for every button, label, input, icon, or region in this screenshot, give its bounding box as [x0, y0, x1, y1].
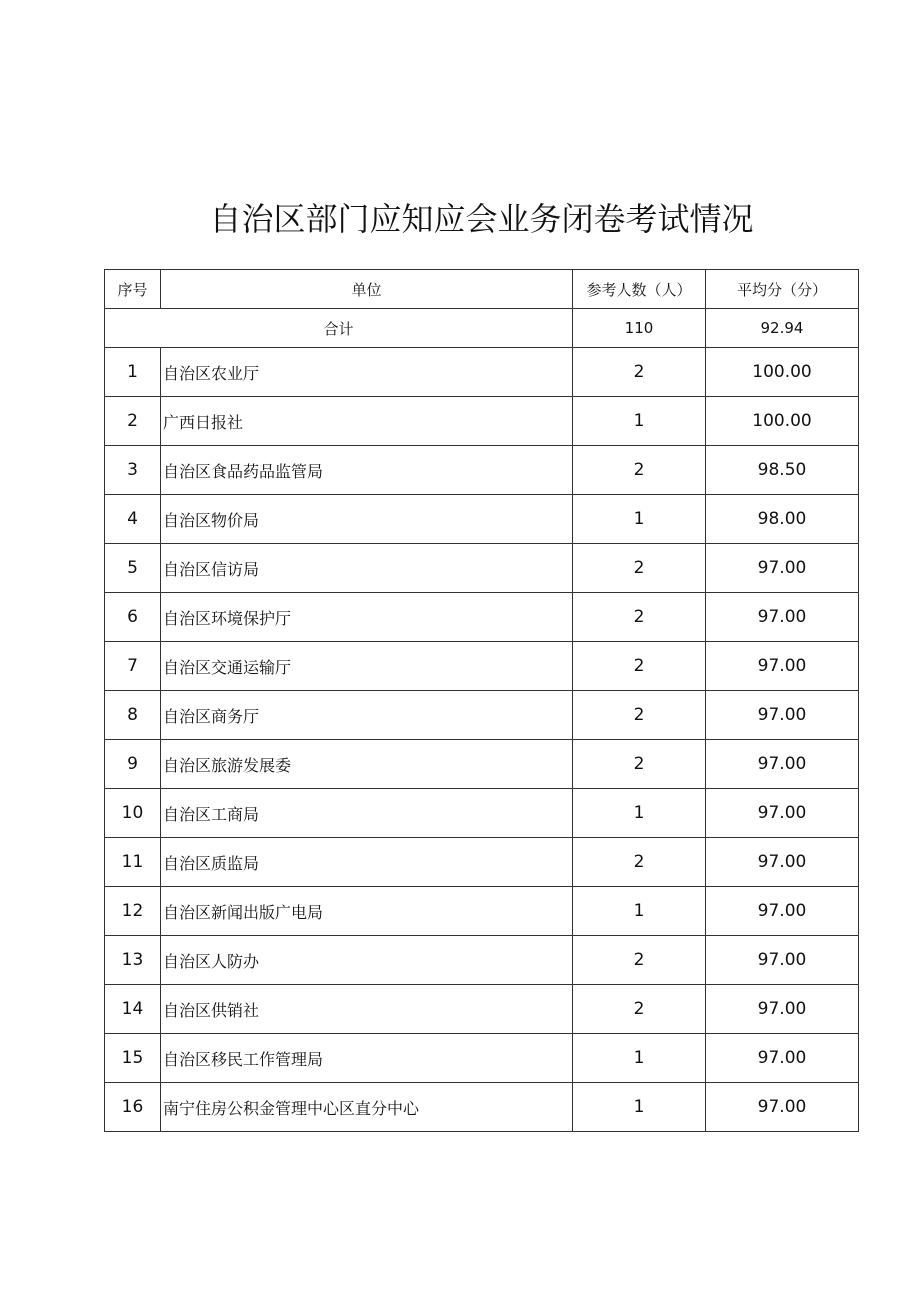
row-count: 1 [573, 887, 706, 936]
row-count: 2 [573, 838, 706, 887]
row-count: 2 [573, 936, 706, 985]
row-number: 4 [105, 495, 161, 544]
row-avg: 97.00 [706, 936, 859, 985]
row-unit: 自治区农业厅 [161, 348, 573, 397]
table-row [105, 936, 859, 985]
row-number: 8 [105, 691, 161, 740]
table-row [105, 446, 859, 495]
row-count: 1 [573, 789, 706, 838]
row-avg: 97.00 [706, 593, 859, 642]
row-avg: 97.00 [706, 1034, 859, 1083]
row-number: 3 [105, 446, 161, 495]
row-unit: 自治区食品药品监管局 [161, 446, 573, 495]
table-row [105, 495, 859, 544]
row-unit: 广西日报社 [161, 397, 573, 446]
row-count: 2 [573, 740, 706, 789]
table-row [105, 544, 859, 593]
table-row [105, 348, 859, 397]
total-label: 合计 [105, 309, 573, 348]
row-count: 1 [573, 495, 706, 544]
header-no: 序号 [105, 270, 161, 309]
table-row [105, 642, 859, 691]
row-number: 15 [105, 1034, 161, 1083]
row-count: 2 [573, 642, 706, 691]
row-avg: 97.00 [706, 887, 859, 936]
row-count: 1 [573, 1034, 706, 1083]
table-row [105, 593, 859, 642]
row-count: 2 [573, 593, 706, 642]
row-unit: 自治区供销社 [161, 985, 573, 1034]
row-avg: 97.00 [706, 740, 859, 789]
row-count: 2 [573, 446, 706, 495]
score-table [104, 269, 859, 1132]
row-unit: 自治区交通运输厅 [161, 642, 573, 691]
table-row [105, 691, 859, 740]
table-row [105, 740, 859, 789]
total-avg: 92.94 [706, 309, 859, 348]
header-avg: 平均分（分） [706, 270, 859, 309]
row-number: 9 [105, 740, 161, 789]
row-count: 1 [573, 397, 706, 446]
row-unit: 自治区新闻出版广电局 [161, 887, 573, 936]
row-unit: 自治区环境保护厅 [161, 593, 573, 642]
row-avg: 97.00 [706, 838, 859, 887]
row-count: 2 [573, 691, 706, 740]
row-number: 16 [105, 1083, 161, 1132]
row-unit: 自治区人防办 [161, 936, 573, 985]
row-number: 1 [105, 348, 161, 397]
row-avg: 100.00 [706, 397, 859, 446]
row-count: 2 [573, 348, 706, 397]
table-row [105, 397, 859, 446]
table-row [105, 887, 859, 936]
row-unit: 自治区移民工作管理局 [161, 1034, 573, 1083]
row-unit: 自治区信访局 [161, 544, 573, 593]
row-number: 5 [105, 544, 161, 593]
table-header-row [105, 270, 859, 309]
row-number: 10 [105, 789, 161, 838]
row-number: 13 [105, 936, 161, 985]
row-number: 11 [105, 838, 161, 887]
table-row [105, 985, 859, 1034]
row-avg: 97.00 [706, 691, 859, 740]
table-row [105, 1034, 859, 1083]
row-number: 14 [105, 985, 161, 1034]
page-title: 自治区部门应知应会业务闭卷考试情况 [209, 200, 754, 239]
row-number: 2 [105, 397, 161, 446]
header-count: 参考人数（人） [573, 270, 706, 309]
row-avg: 98.50 [706, 446, 859, 495]
row-avg: 97.00 [706, 985, 859, 1034]
row-avg: 98.00 [706, 495, 859, 544]
row-unit: 自治区物价局 [161, 495, 573, 544]
header-unit: 单位 [161, 270, 573, 309]
row-avg: 97.00 [706, 789, 859, 838]
row-unit: 南宁住房公积金管理中心区直分中心 [161, 1083, 573, 1132]
row-avg: 97.00 [706, 1083, 859, 1132]
row-count: 1 [573, 1083, 706, 1132]
table-row [105, 1083, 859, 1132]
row-unit: 自治区旅游发展委 [161, 740, 573, 789]
table-body [105, 309, 859, 1132]
row-avg: 97.00 [706, 642, 859, 691]
table-row [105, 789, 859, 838]
total-count: 110 [573, 309, 706, 348]
row-avg: 100.00 [706, 348, 859, 397]
total-row [105, 309, 859, 348]
row-number: 6 [105, 593, 161, 642]
row-count: 2 [573, 544, 706, 593]
row-number: 12 [105, 887, 161, 936]
row-unit: 自治区质监局 [161, 838, 573, 887]
row-count: 2 [573, 985, 706, 1034]
row-avg: 97.00 [706, 544, 859, 593]
row-number: 7 [105, 642, 161, 691]
row-unit: 自治区商务厅 [161, 691, 573, 740]
table-row [105, 838, 859, 887]
row-unit: 自治区工商局 [161, 789, 573, 838]
